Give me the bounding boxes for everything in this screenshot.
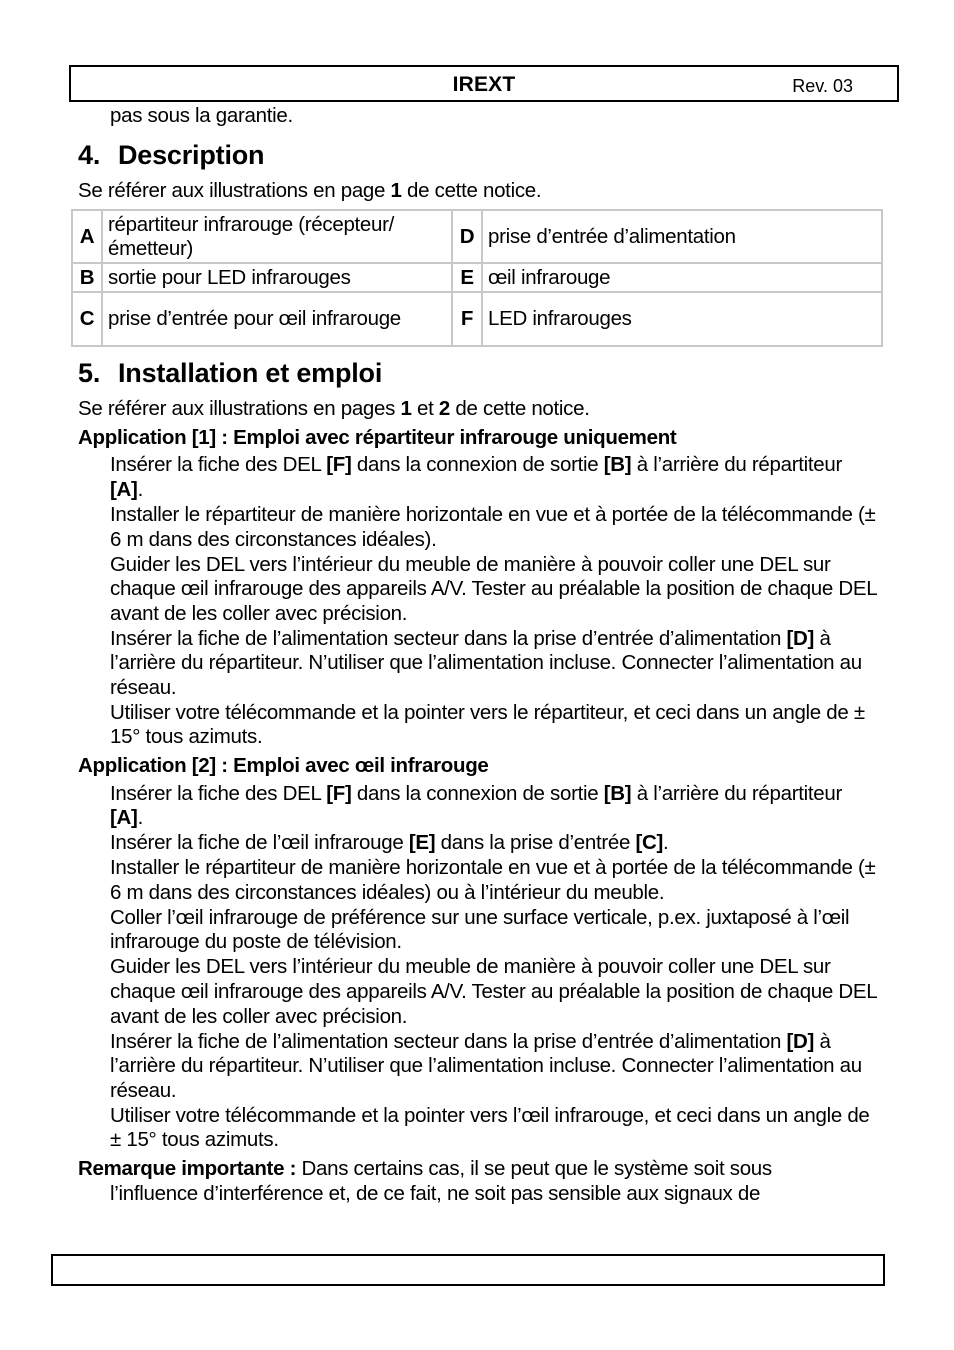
section-number: 5. xyxy=(78,358,101,389)
page-ref: 2 xyxy=(438,397,450,421)
page-header xyxy=(69,65,899,102)
note-text: l’influence d’interférence et, de ce fait, ne soit pas sensible aux signaux de xyxy=(110,1181,761,1205)
legend-key: A xyxy=(72,210,102,263)
intro-text: de cette notice. xyxy=(450,397,590,421)
instruction-step: Coller l’œil infrarouge de préférence sur une surface verticale, p.ex. juxtaposé à l’œil infrarouge du poste de télévision. xyxy=(110,905,850,954)
section-4-heading xyxy=(78,140,878,170)
intro-text: Se référer aux illustrations en pages xyxy=(78,397,401,421)
section-number: 4. xyxy=(78,139,101,170)
page-footer xyxy=(51,1254,885,1286)
instruction-step: Insérer la fiche de l’œil infrarouge [E] dans la prise d’entrée [C]. xyxy=(110,831,669,855)
legend-value: LED infrarouges xyxy=(482,292,882,346)
legend-key: C xyxy=(72,292,102,346)
table-row xyxy=(72,292,882,346)
legend-key: E xyxy=(452,263,482,292)
instruction-step: Insérer la fiche de l’alimentation secteur dans la prise d’entrée d’alimentation [D] à l’arrière du répartiteur. N’utiliser que l’alimentation incluse. Connecter l’alimentation au réseau. xyxy=(110,626,862,699)
table-row xyxy=(72,263,882,292)
important-note xyxy=(78,1157,878,1206)
legend-key: B xyxy=(72,263,102,292)
instruction-step: Utiliser votre télécommande et la pointer vers le répartiteur, et ceci dans un angle de ± 15° tous azimuts. xyxy=(110,700,865,749)
section-4-intro xyxy=(78,179,878,204)
intro-text: et xyxy=(411,397,439,421)
page-ref: 1 xyxy=(390,178,402,202)
instruction-step: Guider les DEL vers l’intérieur du meuble de manière à pouvoir coller une DEL sur chaque œil infrarouge des appareils A/V. Tester au préalable la position de chaque DEL avant de les coller avec précision. xyxy=(110,955,877,1028)
section-5-heading xyxy=(78,358,878,388)
intro-text: de cette notice. xyxy=(401,178,542,202)
legend-key: D xyxy=(452,210,482,263)
section-5-intro xyxy=(78,397,878,422)
legend-value: répartiteur infrarouge (récepteur/émetteur) xyxy=(102,210,452,263)
page-ref: 1 xyxy=(400,397,412,421)
revision-label: Rev. 03 xyxy=(792,76,853,96)
instruction-step: Installer le répartiteur de manière horizontale en vue et à portée de la télécommande (± 6 m dans des circonstances idéales). xyxy=(110,502,876,551)
legend-value: prise d’entrée pour œil infrarouge xyxy=(102,292,452,346)
intro-text: Se référer aux illustrations en page xyxy=(78,178,391,202)
legend-value: œil infrarouge xyxy=(482,263,882,292)
legend-key: F xyxy=(452,292,482,346)
instruction-step: Insérer la fiche de l’alimentation secteur dans la prise d’entrée d’alimentation [D] à l’arrière du répartiteur. N’utiliser que l’alimentation incluse. Connecter l’alimentation au réseau. xyxy=(110,1029,862,1102)
application-1-heading: Application [1] : Emploi avec répartiteur infrarouge uniquement xyxy=(78,425,677,449)
legend-value: prise d’entrée d’alimentation xyxy=(482,210,882,263)
note-label: Remarque importante : xyxy=(78,1156,297,1180)
section-title: Installation et emploi xyxy=(118,358,383,389)
page-content xyxy=(78,104,878,1206)
table-row xyxy=(72,210,882,263)
note-text: Dans certains cas, il se peut que le système soit sous xyxy=(296,1156,772,1180)
legend-table xyxy=(71,209,883,347)
continuation-text: pas sous la garantie. xyxy=(110,104,293,127)
section-title: Description xyxy=(118,139,265,170)
instruction-step: Insérer la fiche des DEL [F] dans la connexion de sortie [B] à l’arrière du répartiteur [A]. xyxy=(110,781,843,830)
instruction-step: Insérer la fiche des DEL [F] dans la connexion de sortie [B] à l’arrière du répartiteur [A]. xyxy=(110,453,843,501)
instruction-step: Utiliser votre télécommande et la pointer vers l’œil infrarouge, et ceci dans un angle de ± 15° tous azimuts. xyxy=(110,1103,870,1152)
instruction-step: Installer le répartiteur de manière horizontale en vue et à portée de la télécommande (± 6 m dans des circonstances idéales) ou à l’intérieur du meuble. xyxy=(110,856,876,904)
legend-value: sortie pour LED infrarouges xyxy=(102,263,452,292)
instruction-step: Guider les DEL vers l’intérieur du meuble de manière à pouvoir coller une DEL sur chaque œil infrarouge des appareils A/V. Tester au préalable la position de chaque DEL avant de les coller avec précision. xyxy=(110,552,877,625)
document-title: IREXT xyxy=(452,73,516,96)
application-2-heading: Application [2] : Emploi avec œil infrarouge xyxy=(78,754,489,778)
